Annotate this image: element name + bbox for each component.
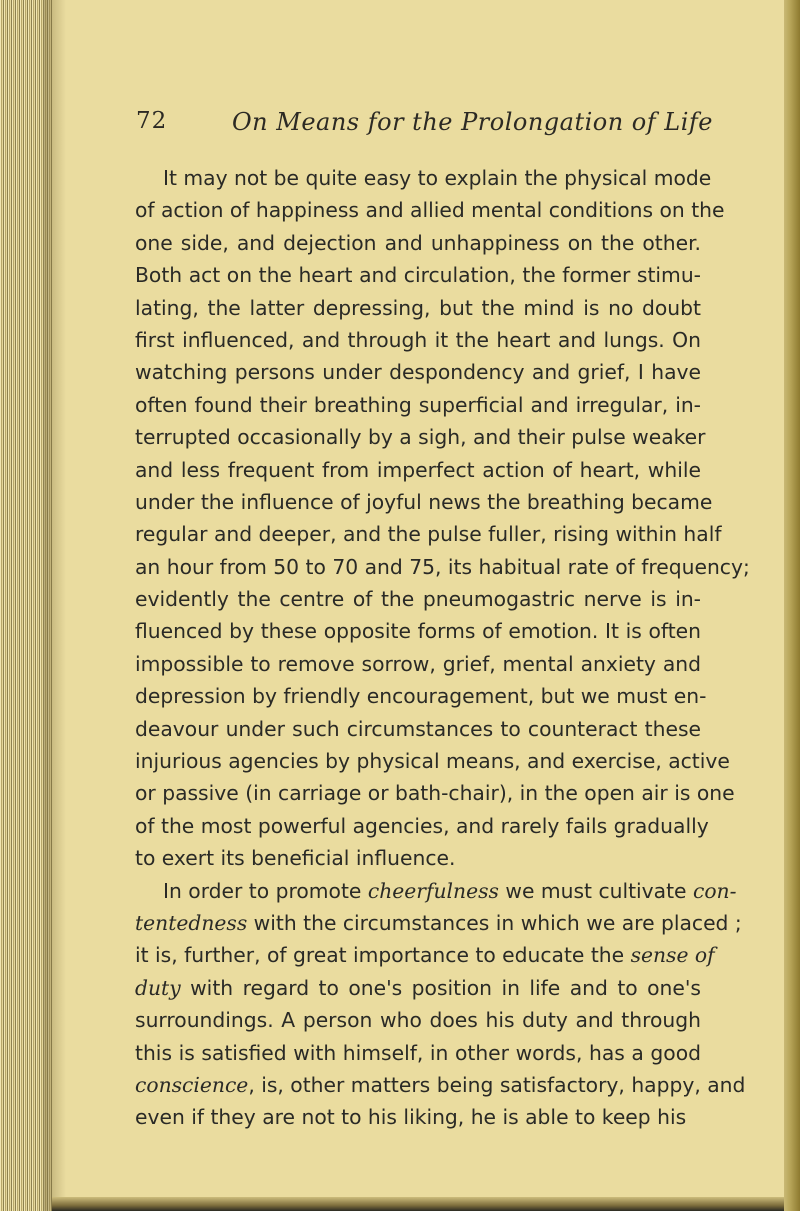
text-run: regular and deeper, and the pulse fuller, rising within half: [135, 522, 722, 547]
text-run: an hour from 50 to 70 and 75, its habitual rate of frequency;: [135, 554, 750, 579]
text-run: with the circumstances in which we are placed ;: [247, 910, 742, 935]
running-header: [136, 108, 713, 142]
text-run: this is satisfied with himself, in other words, has a good: [135, 1040, 701, 1065]
italic-text: conscience: [135, 1072, 249, 1097]
paragraph: [135, 875, 746, 1134]
text-run: with regard to one's position in life and to one's: [180, 975, 701, 1000]
text-run: Both act on the heart and circulation, the former stimu-: [135, 263, 701, 288]
text-run: It may not be quite easy to explain the physical mode: [163, 166, 712, 190]
text-run: fluenced by these opposite forms of emotion. It is often: [135, 619, 701, 644]
text-run: of the most powerful agencies, and rarely fails gradually: [135, 813, 709, 838]
text-line: [135, 680, 707, 712]
text-line: [135, 810, 709, 842]
text-run: watching persons under despondency and grief, I have: [135, 360, 701, 385]
text-line: [135, 551, 750, 583]
text-run: of action of happiness and allied mental conditions on the: [135, 198, 725, 223]
text-run: terrupted occasionally by a sigh, and their pulse weaker: [135, 425, 706, 450]
text-run: evidently the centre of the pneumogastric nerve is in-: [135, 587, 701, 612]
text-run: to exert its beneficial influence.: [135, 846, 456, 871]
text-line: [135, 777, 735, 809]
text-line: [135, 518, 722, 550]
paragraph: [135, 162, 750, 875]
text-line: [135, 356, 701, 388]
text-line: [135, 972, 701, 1004]
text-line: [135, 939, 715, 971]
text-run: In order to promote: [163, 878, 368, 903]
text-run: impossible to remove sorrow, grief, mental anxiety and: [135, 651, 701, 676]
text-run: even if they are not to his liking, he is able to keep his: [135, 1105, 687, 1130]
text-line: [135, 875, 737, 907]
text-line: [135, 907, 742, 939]
text-line: [135, 1069, 746, 1101]
page-bottom-edge: [52, 1197, 784, 1211]
text-line: [135, 259, 701, 291]
text-run: under the influence of joyful news the breathing became: [135, 489, 713, 514]
text-line: [135, 713, 701, 745]
book-spine-edge: [784, 0, 800, 1211]
text-line: [135, 1101, 701, 1133]
text-line: [135, 615, 701, 647]
italic-text: cheerfulness: [367, 878, 499, 903]
text-run: it is, further, of great importance to educate the: [135, 943, 631, 968]
italic-text: con-: [692, 878, 737, 903]
text-run: one side, and dejection and unhappiness on the other.: [135, 230, 701, 255]
text-run: , is, other matters being satisfactory, happy, and: [248, 1072, 746, 1097]
text-line: [135, 194, 725, 226]
text-run: injurious agencies by physical means, and exercise, active: [135, 749, 730, 774]
text-run: lating, the latter depressing, but the mind is no doubt: [135, 295, 701, 320]
text-line: [135, 227, 701, 259]
text-run: deavour under such circumstances to counteract these: [135, 716, 701, 741]
text-run: first influenced, and through it the heart and lungs. On: [135, 327, 701, 352]
italic-text: tentedness: [135, 910, 248, 935]
text-line: [135, 324, 701, 356]
italic-text: duty: [135, 975, 181, 1000]
text-run: or passive (in carriage or bath-chair), in the open air is one: [135, 781, 735, 806]
text-line: [135, 454, 701, 486]
italic-text: sense of: [630, 943, 715, 968]
text-line: [135, 486, 713, 518]
text-line: [135, 292, 701, 324]
text-line: [135, 1037, 701, 1069]
page-number: 72: [136, 108, 168, 134]
text-line: [135, 745, 730, 777]
text-run: depression by friendly encouragement, but we must en-: [135, 684, 707, 709]
running-title: On Means for the Prolongation of Life: [232, 108, 713, 136]
text-line: [135, 421, 706, 453]
text-line: [135, 389, 701, 421]
text-line: [135, 648, 701, 680]
text-run: we must cultivate: [498, 878, 693, 903]
text-run: often found their breathing superficial and irregular, in-: [135, 392, 701, 417]
text-run: surroundings. A person who does his duty and through: [135, 1008, 701, 1033]
text-line: [135, 583, 701, 615]
gutter-shadow: [44, 0, 66, 1211]
text-line: [135, 162, 712, 194]
text-line: [135, 1004, 701, 1036]
text-run: and less frequent from imperfect action of heart, while: [135, 457, 701, 482]
text-line: [135, 842, 701, 874]
body-text: [135, 162, 750, 1134]
